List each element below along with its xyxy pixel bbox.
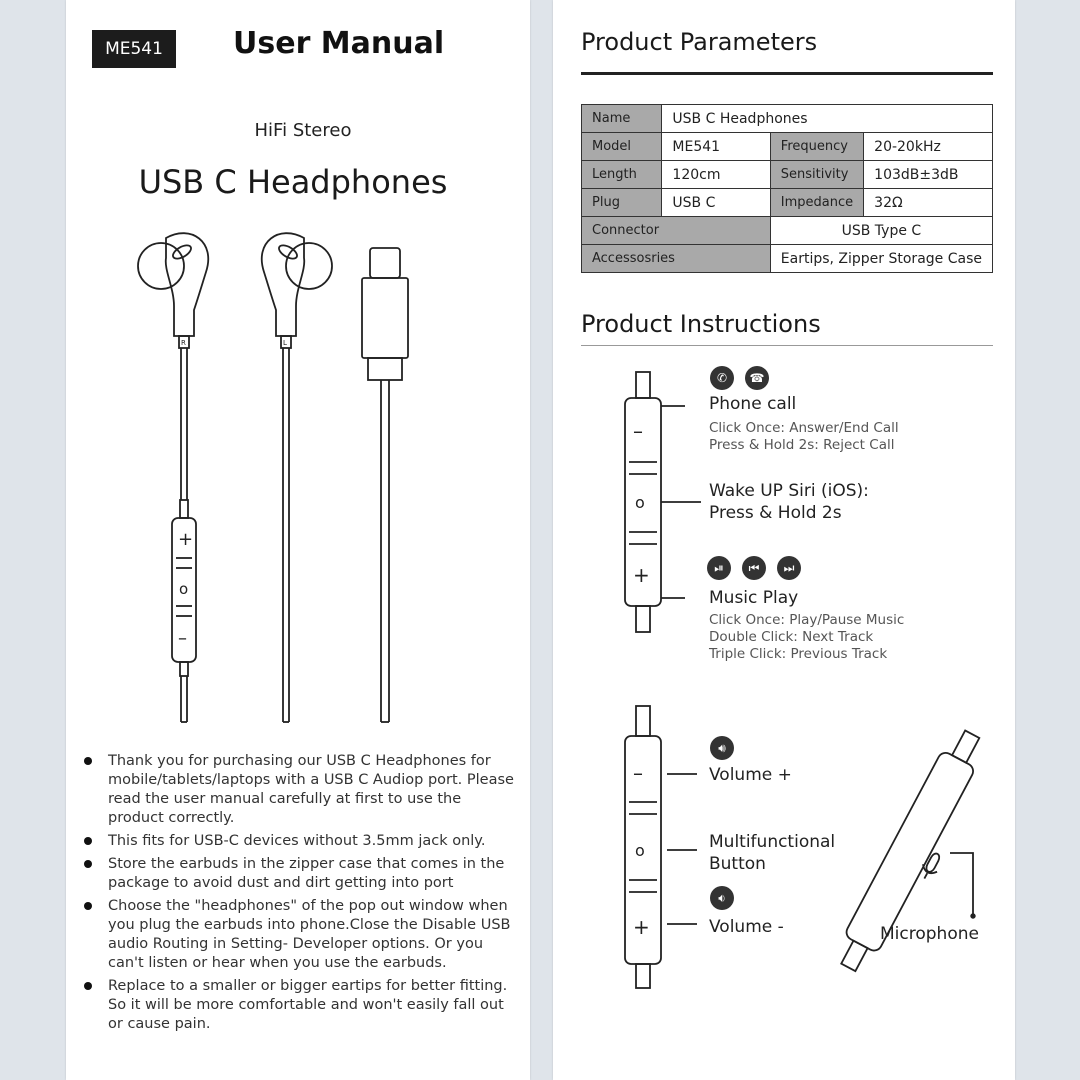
siri-line2: Press & Hold 2s: [709, 503, 842, 523]
remote-minus-symbol: –: [178, 628, 187, 649]
param-value: 103dB±3dB: [864, 161, 993, 189]
phone-answer-icon: ✆: [710, 366, 734, 390]
multifunction-line1: Multifunctional: [709, 832, 836, 852]
right-earbud-mark: R: [181, 339, 186, 347]
param-value: USB C Headphones: [662, 105, 993, 133]
left-earbud-mark: L: [283, 339, 287, 347]
phone-hangup-icon: ☎: [745, 366, 769, 390]
table-row: [582, 217, 993, 245]
params-table: [581, 104, 993, 273]
bullet-dot: [84, 982, 92, 990]
music-line1: Click Once: Play/Pause Music: [709, 612, 905, 628]
list-item: Choose the "headphones" of the pop out window when you plug the earbuds into phone.Close the Disable USB audio Routing in Setting- Developer options. Or you can't listen or hear when you use the earbuds.: [78, 897, 518, 973]
music-line2: Double Click: Next Track: [709, 629, 874, 645]
table-row: [582, 105, 993, 133]
remote-diagram-bottom: [619, 706, 679, 996]
param-value: ME541: [662, 133, 770, 161]
bullet-dot: [84, 757, 92, 765]
param-label: Accessosries: [582, 245, 771, 273]
bullet-dot: [84, 837, 92, 845]
param-value: USB C: [662, 189, 770, 217]
list-item: Thank you for purchasing our USB C Headphones for mobile/tablets/laptops with a USB C Audiop port. Please read the user manual carefully at first to use the product correctly.: [78, 752, 518, 828]
previous-track-icon: ⏮: [742, 556, 766, 580]
minus-symbol: –: [633, 419, 643, 443]
manual-page-left: [66, 0, 530, 1080]
mic-symbol: [917, 850, 944, 882]
next-track-icon: ⏭: [777, 556, 801, 580]
music-line3: Triple Click: Previous Track: [709, 646, 888, 662]
usb-c-plug-housing: [362, 278, 408, 358]
usb-c-connector: [370, 248, 400, 278]
table-row: [582, 189, 993, 217]
product-name: USB C Headphones: [138, 163, 448, 201]
param-value: 120cm: [662, 161, 770, 189]
param-value: USB Type C: [770, 217, 992, 245]
list-item: Replace to a smaller or bigger eartips for better fitting. So it will be more comfortable and won't easily fall out or cause pain.: [78, 977, 518, 1034]
headphones-illustration: [126, 228, 426, 728]
left-earbud-body: [262, 233, 305, 336]
multifunction-line2: Button: [709, 854, 766, 874]
minus-symbol: –: [633, 761, 643, 785]
siri-line1: Wake UP Siri (iOS):: [709, 481, 869, 501]
manual-title: User Manual: [233, 26, 445, 61]
divider: [581, 345, 993, 346]
params-title: Product Parameters: [581, 28, 818, 56]
remote-diagram-top: [619, 372, 679, 642]
center-symbol: o: [635, 841, 645, 860]
music-heading: Music Play: [709, 588, 799, 608]
model-badge: ME541: [92, 30, 176, 68]
param-value: Eartips, Zipper Storage Case: [770, 245, 992, 273]
param-label: Frequency: [770, 133, 863, 161]
bullet-dot: [84, 902, 92, 910]
remote-plus-symbol: +: [178, 529, 194, 550]
volume-down-label: Volume -: [709, 917, 784, 937]
phone-call-line1: Click Once: Answer/End Call: [709, 420, 899, 436]
plus-symbol: +: [633, 563, 650, 587]
param-label: Impedance: [770, 189, 863, 217]
microphone-label: Microphone: [880, 924, 979, 944]
param-value: 20-20kHz: [864, 133, 993, 161]
notes-list: [78, 752, 518, 1038]
list-item: This fits for USB-C devices without 3.5mm jack only.: [78, 832, 518, 851]
phone-call-heading: Phone call: [709, 394, 797, 414]
play-pause-icon: ⏯: [707, 556, 731, 580]
param-label: Plug: [582, 189, 662, 217]
volume-up-icon: 🔊︎: [710, 736, 734, 760]
param-value: 32Ω: [864, 189, 993, 217]
manual-page-right: [553, 0, 1015, 1080]
table-row: [582, 161, 993, 189]
param-label: Name: [582, 105, 662, 133]
product-subtitle: HiFi Stereo: [254, 120, 352, 141]
center-symbol: o: [635, 493, 645, 512]
microphone-diagram: [808, 718, 1008, 988]
phone-call-line2: Press & Hold 2s: Reject Call: [709, 437, 895, 453]
param-label: Length: [582, 161, 662, 189]
param-label: Connector: [582, 217, 771, 245]
bullet-dot: [84, 860, 92, 868]
plus-symbol: +: [633, 915, 650, 939]
volume-down-icon: 🔉︎: [710, 886, 734, 910]
table-row: [582, 133, 993, 161]
param-label: Model: [582, 133, 662, 161]
right-earbud-body: [166, 233, 209, 336]
list-item: Store the earbuds in the zipper case that comes in the package to avoid dust and dirt getting into port: [78, 855, 518, 893]
remote-center-symbol: o: [179, 580, 189, 598]
table-row: [582, 245, 993, 273]
divider: [581, 72, 993, 75]
instructions-title: Product Instructions: [581, 310, 821, 338]
volume-up-label: Volume +: [709, 765, 792, 785]
param-label: Sensitivity: [770, 161, 863, 189]
